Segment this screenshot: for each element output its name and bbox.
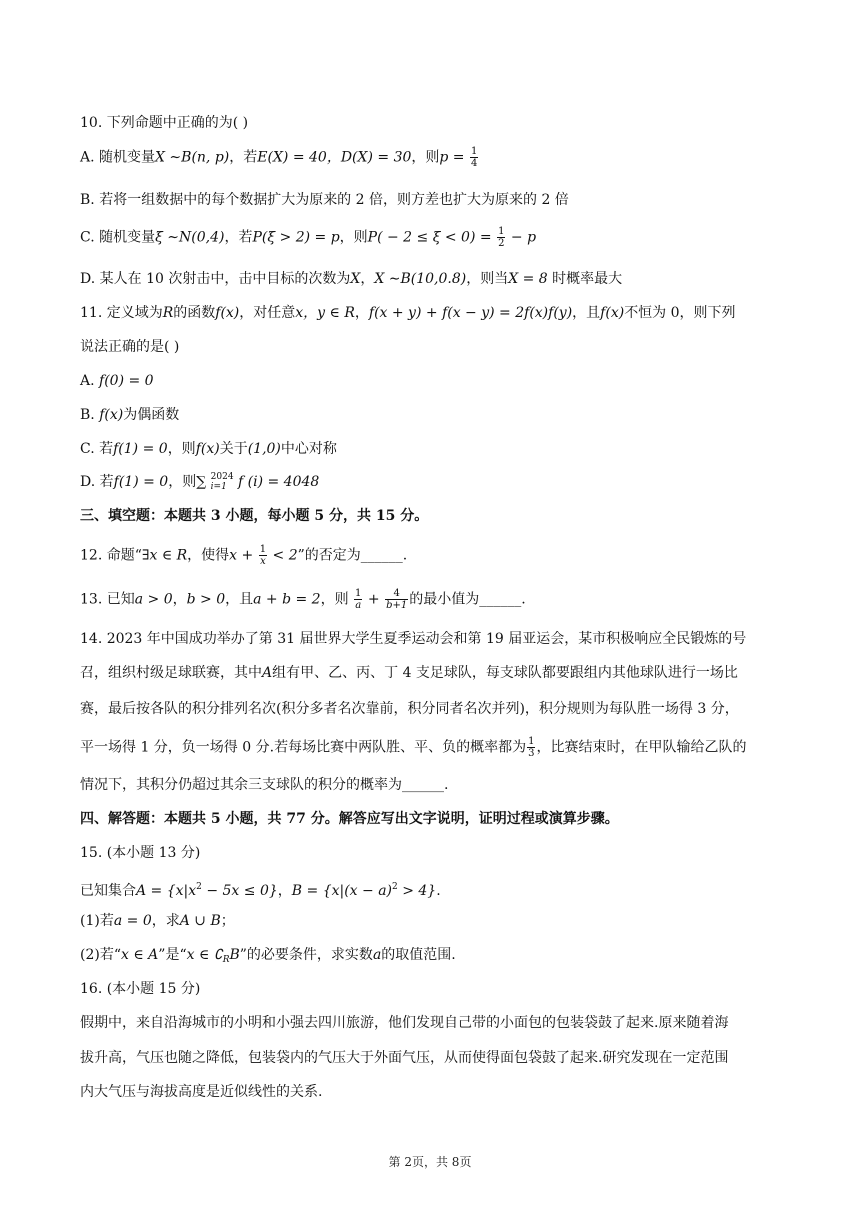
q10-option-b: B. 若将一组数据中的每个数据扩大为原来的 2 倍，则方差也扩大为原来的 2 倍 (80, 192, 569, 208)
q10-option-a: A. 随机变量X ∼B(n, p)，若E(X) = 40，D(X) = 30，则p = $\frac{1}{4}$ (80, 146, 478, 169)
q11-option-d: D. 若f(1) = 0，则∑ 2024 i=1 f (i) = 4048 (80, 472, 320, 492)
fraction: $\frac{1}{a}$ (355, 588, 362, 611)
q14-line4: 平一场得 1 分，负一场得 0 分.若每场比赛中两队胜、平、负的概率都为 $\frac{1}{3}$ ，比赛结束时，在甲队输给乙队的 (80, 736, 747, 759)
q15-part2: (2)若“x ∈ A”是“x ∈ $∁_RB$”的必要条件，求实数a的取值范围. (80, 947, 456, 965)
q11-stem-line1: 11. 定义域为R的函数f(x)，对任意x，y ∈ R，f(x + y) + f(x − y) = 2f(x)f(y)，且f(x)不恒为 0，则下列 (80, 305, 736, 321)
q14-line3: 赛，最后按各队的积分排列名次(积分多者名次靠前，积分同者名次并列)，积分规则为每队胜一场得 3 分， (80, 701, 739, 717)
q11-option-b: B. f(x)为偶函数 (80, 407, 180, 423)
q16-line1: 假期中，来自沿海城市的小明和小强去四川旅游，他们发现自己带的小面包的包装袋鼓了起来.原来随着海 (80, 1015, 729, 1031)
sum-limits: 2024 i=1 (210, 472, 234, 492)
fraction: $\frac{4}{b+1}$ (386, 588, 408, 611)
q14-line2: 召，组织村级足球联赛，其中A组有甲、乙、丙、丁 4 支足球队，每支球队都要跟组内其他球队进行一场比 (80, 665, 738, 681)
fraction: $\frac{1}{3}$ (528, 736, 535, 759)
q16-header: 16. (本小题 15 分) (80, 981, 201, 997)
section-3-heading: 三、填空题：本题共 3 小题，每小题 5 分，共 15 分。 (80, 508, 429, 524)
q11-option-c: C. 若f(1) = 0，则f(x)关于(1,0)中心对称 (80, 441, 337, 457)
page-footer: 第 2页，共 8页 (388, 1155, 472, 1169)
fraction: $\frac{1}{4}$ (471, 146, 478, 169)
q13: 13. 已知a > 0，b > 0，且a + b = 2，则 $\frac{1}{a}$ + $\frac{4}{b+1}$ 的最小值为______. (80, 588, 526, 611)
fraction: $\frac{1}{x}$ (259, 544, 267, 567)
q11-stem-line2: 说法正确的是( ) (80, 339, 180, 355)
q15-sets: 已知集合$A = \{x|x^2 - 5x \le 0\}$，$B = \{x|(x - a)^2 > 4\}$. (80, 882, 441, 899)
q10-stem: 10. 下列命题中正确的为( ) (80, 115, 249, 131)
q15-header: 15. (本小题 13 分) (80, 845, 201, 861)
q11-option-a: A. f(0) = 0 (80, 373, 154, 389)
q16-line3: 内大气压与海拔高度是近似线性的关系. (80, 1084, 323, 1100)
q16-line2: 拔升高，气压也随之降低，包装袋内的气压大于外面气压，从而使得面包袋鼓了起来.研究发现在一定范围 (80, 1050, 729, 1066)
q14-line5: 情况下，其积分仍超过其余三支球队的积分的概率为______. (80, 777, 449, 793)
fraction: $\frac{1}{2}$ (498, 226, 505, 249)
section-4-heading: 四、解答题：本题共 5 小题，共 77 分。解答应写出文字说明，证明过程或演算步骤。 (80, 811, 619, 827)
q12: 12. 命题“∃x ∈ R，使得x + $\frac{1}{x}$ < 2”的否定为______. (80, 544, 408, 567)
q15-part1: (1)若a = 0，求A ∪ B； (80, 913, 235, 929)
q10-option-d: D. 某人在 10 次射击中，击中目标的次数为X，X ∼B(10,0.8)，则当X = 8 时概率最大 (80, 271, 623, 287)
q14-line1: 14. 2023 年中国成功举办了第 31 届世界大学生夏季运动会和第 19 届亚运会，某市积极响应全民锻炼的号 (80, 631, 747, 647)
q10-option-c: C. 随机变量ξ ∼N(0,4)，若P(ξ > 2) = p，则P( − 2 ≤ ξ < 0) = $\frac{1}{2}$ − p (80, 226, 537, 249)
